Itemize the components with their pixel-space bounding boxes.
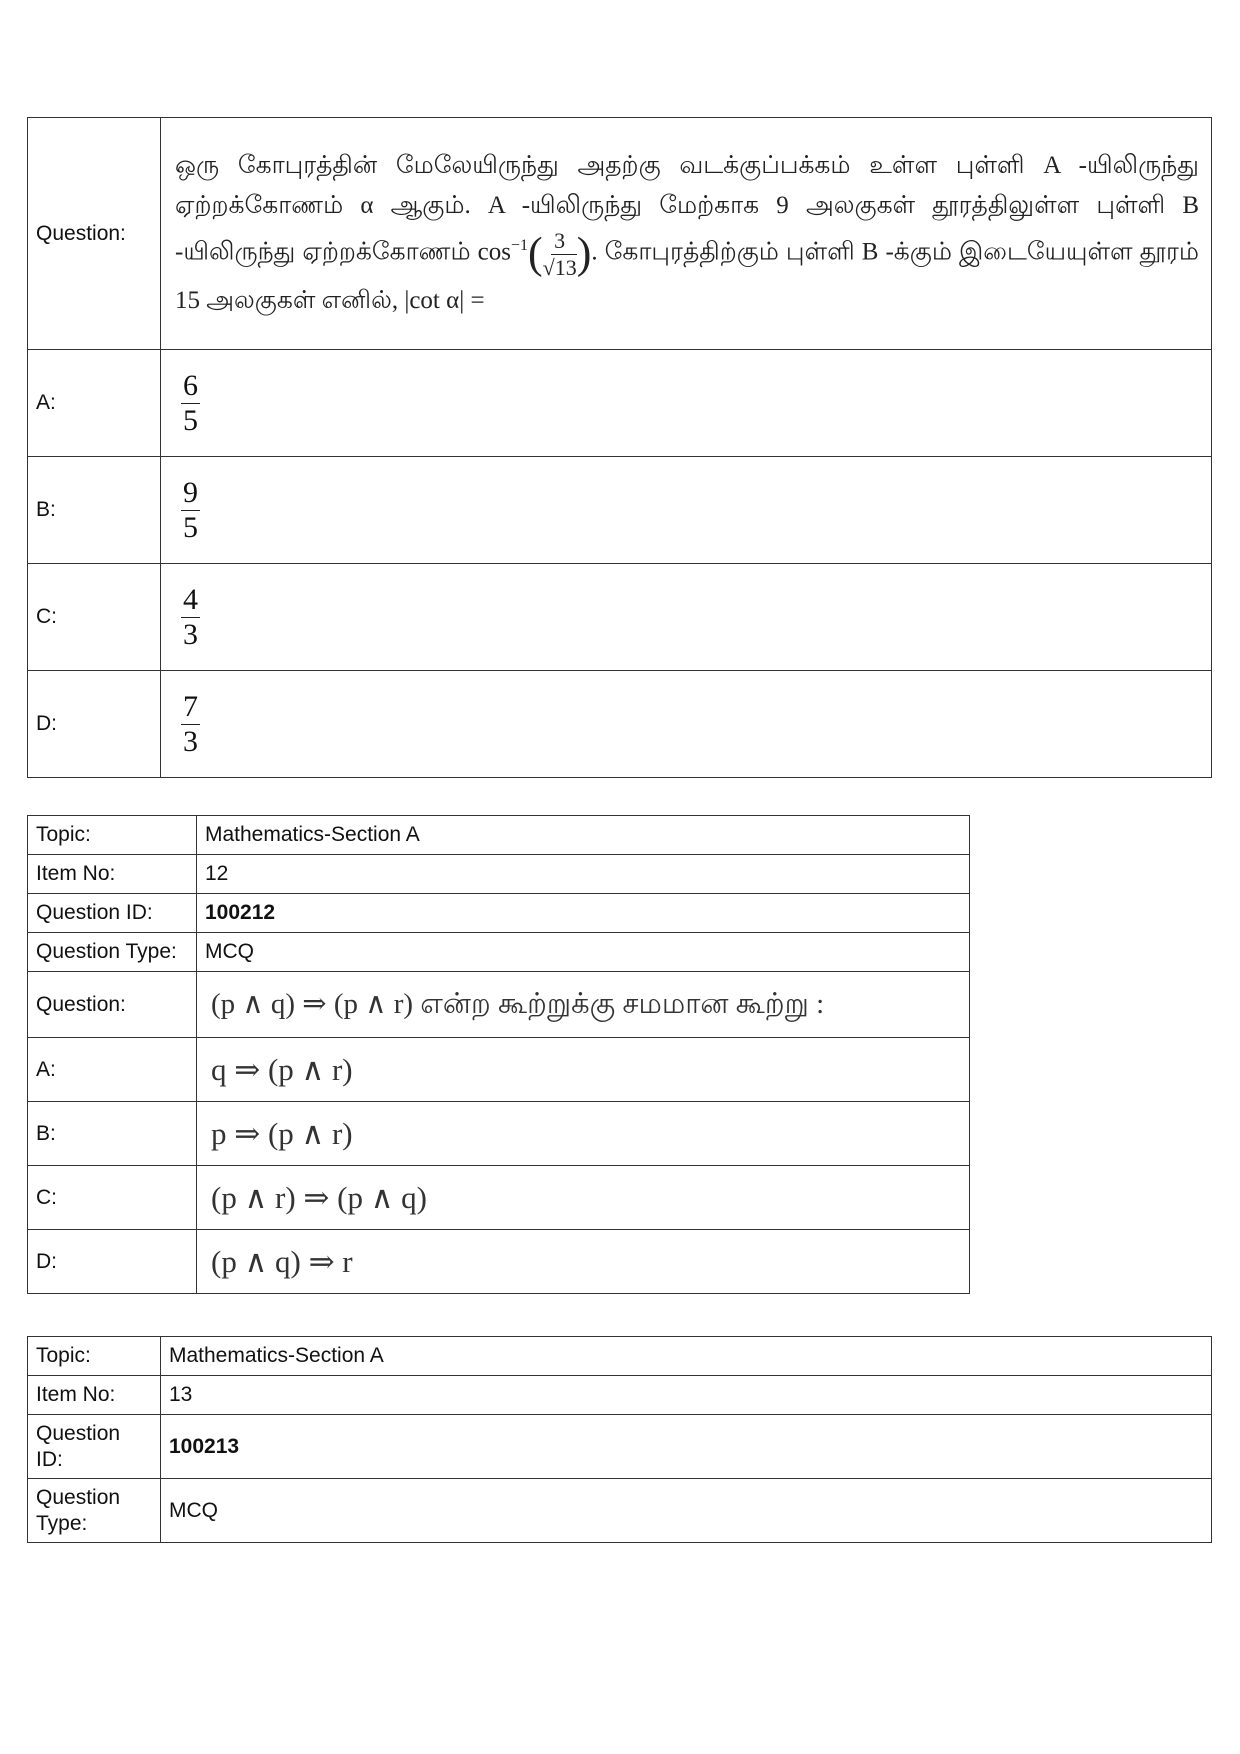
option-d-value: [161, 671, 1212, 778]
question-id-value: 100213: [161, 1415, 1212, 1479]
question-type-label: Question Type:: [28, 1479, 161, 1543]
option-row-a: [28, 1038, 970, 1102]
option-numerator: 9: [183, 475, 198, 509]
option-label: C:: [28, 1166, 197, 1230]
question-type-row: [28, 1479, 1212, 1543]
option-a-value: [161, 350, 1212, 457]
option-a-value: q ⇒ (p ∧ r): [197, 1038, 970, 1102]
question-row: [28, 118, 1212, 350]
topic-value: Mathematics-Section A: [197, 816, 970, 855]
question-text-part-2: . கோபுரத்திற்கும் புள்ளி B -க்கும் இடையேயுள்ள தூரம் 15 அலகுகள் எனில், |cot α| =: [175, 238, 1199, 314]
option-row-b: [28, 457, 1212, 564]
topic-label: Topic:: [28, 816, 197, 855]
item-value: 13: [161, 1376, 1212, 1415]
option-denominator: 3: [183, 617, 198, 651]
option-row-d: [28, 1230, 970, 1294]
question-11-table: [27, 117, 1212, 778]
question-12-table: [27, 815, 970, 1294]
option-row-c: [28, 564, 1212, 671]
option-row-b: [28, 1102, 970, 1166]
option-denominator: 5: [183, 510, 198, 544]
topic-row: [28, 1337, 1212, 1376]
option-numerator: 6: [183, 368, 198, 402]
topic-row: [28, 816, 970, 855]
question-id-label: Question ID:: [28, 894, 197, 933]
option-label: D:: [28, 1230, 197, 1294]
question-type-value: MCQ: [161, 1479, 1212, 1543]
fraction-numerator: 3: [551, 228, 568, 255]
option-denominator: 5: [183, 403, 198, 437]
question-label: Question:: [28, 118, 161, 350]
option-row-d: [28, 671, 1212, 778]
option-label: D:: [28, 671, 161, 778]
option-c-value: (p ∧ r) ⇒ (p ∧ q): [197, 1166, 970, 1230]
question-13-table: [27, 1336, 1212, 1543]
item-value: 12: [197, 855, 970, 894]
question-id-row: [28, 1415, 1212, 1479]
option-numerator: 7: [183, 689, 198, 723]
option-label: C:: [28, 564, 161, 671]
option-numerator: 4: [183, 582, 198, 616]
question-text-part-1: ஒரு கோபுரத்தின் மேலேயிருந்து அதற்கு வடக்குப்பக்கம் உள்ள புள்ளி A -யிலிருந்து ஏற்றக்கோணம் α ஆகும். A -யிலிருந்து மேற்காக 9 அலகுகள் தூரத்திலுள்ள புள்ளி B -யிலிருந்து ஏற்றக்கோணம் cos: [175, 152, 1199, 266]
option-label: B:: [28, 457, 161, 564]
option-label: B:: [28, 1102, 197, 1166]
item-label: Item No:: [28, 1376, 161, 1415]
question-row: [28, 972, 970, 1038]
question-id-row: [28, 894, 970, 933]
question-text: (p ∧ q) ⇒ (p ∧ r) என்ற கூற்றுக்கு சமமான கூற்று :: [197, 972, 970, 1038]
option-row-c: [28, 1166, 970, 1230]
item-row: [28, 855, 970, 894]
option-b-value: p ⇒ (p ∧ r): [197, 1102, 970, 1166]
option-c-value: [161, 564, 1212, 671]
option-d-value: (p ∧ q) ⇒ r: [197, 1230, 970, 1294]
option-denominator: 3: [183, 724, 198, 758]
question-type-label: Question Type:: [28, 933, 197, 972]
question-type-row: [28, 933, 970, 972]
option-row-a: [28, 350, 1212, 457]
question-fraction: $\frac{3}{√13}$: [542, 227, 577, 280]
option-label: A:: [28, 350, 161, 457]
question-id-label: Question ID:: [28, 1415, 161, 1479]
topic-label: Topic:: [28, 1337, 161, 1376]
item-label: Item No:: [28, 855, 197, 894]
question-type-value: MCQ: [197, 933, 970, 972]
question-label: Question:: [28, 972, 197, 1038]
fraction-denominator: 13: [554, 254, 577, 280]
topic-value: Mathematics-Section A: [161, 1337, 1212, 1376]
option-b-value: [161, 457, 1212, 564]
question-id-value: 100212: [197, 894, 970, 933]
question-text: ஒரு கோபுரத்தின் மேலேயிருந்து அதற்கு வடக்குப்பக்கம் உள்ள புள்ளி A -யிலிருந்து ஏற்றக்கோணம் α ஆகும். A -யிலிருந்து மேற்காக 9 அலகுகள் தூரத்திலுள்ள புள்ளி B -யிலிருந்து ஏற்றக்கோணம் $\cos^{-1}$( $\frac{3}{√13}$ ). கோபுரத்திற்கும் புள்ளி B -க்கும் இடையேயுள்ள தூரம் 15 அலகுகள் எனில், |cot α| =: [161, 118, 1212, 350]
item-row: [28, 1376, 1212, 1415]
option-label: A:: [28, 1038, 197, 1102]
inverse-superscript: −1: [510, 237, 528, 255]
